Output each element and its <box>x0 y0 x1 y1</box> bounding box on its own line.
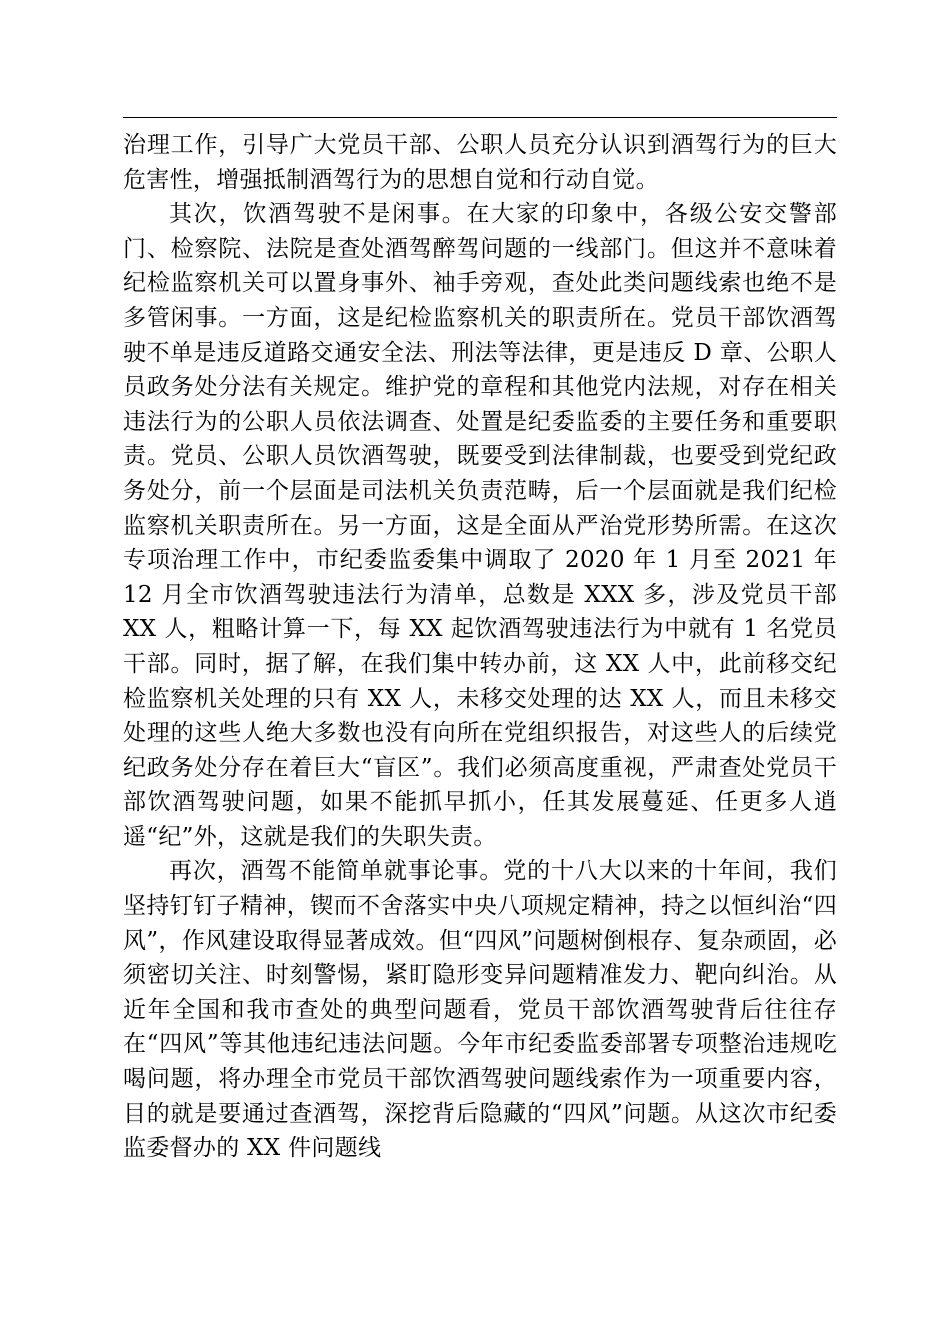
document-body <box>123 128 837 1166</box>
header-rule <box>123 117 837 118</box>
paragraph-1: 治理工作，引导广大党员干部、公职人员充分认识到酒驾行为的巨大危害性，增强抵制酒驾行为的思想自觉和行动自觉。 <box>123 132 837 193</box>
paragraph-3: 再次，酒驾不能简单就事论事。党的十八大以来的十年间，我们坚持钉钉子精神，锲而不舍落实中央八项规定精神，持之以恒纠治“四风”，作风建设取得显著成效。但“四风”问题树倒根存、复杂顽固，必须密切关注、时刻警惕，紧盯隐形变异问题精准发力、靶向纠治。从近年全国和我市查处的典型问题看，党员干部饮酒驾驶背后往往存在“四风”等其他违纪违法问题。今年市纪委监委部署专项整治违规吃喝问题，将办理全市党员干部饮酒驾驶问题线索作为一项重要内容，目的就是要通过查酒驾，深挖背后隐藏的“四风”问题。从这次市纪委监委督办的 XX 件问题线 <box>123 858 837 1162</box>
paragraph-2: 其次，饮酒驾驶不是闲事。在大家的印象中，各级公安交警部门、检察院、法院是查处酒驾醉驾问题的一线部门。但这并不意味着纪检监察机关可以置身事外、袖手旁观，查处此类问题线索也绝不是多管闲事。一方面，这是纪检监察机关的职责所在。党员干部饮酒驾驶不单是违反道路交通安全法、刑法等法律，更是违反 D 章、公职人员政务处分法有关规定。维护党的章程和其他党内法规，对存在相关违法行为的公职人员依法调查、处置是纪委监委的主要任务和重要职责。党员、公职人员饮酒驾驶，既要受到法律制裁，也要受到党纪政务处分，前一个层面是司法机关负责范畴，后一个层面就是我们纪检监察机关职责所在。另一方面，这是全面从严治党形势所需。在这次专项治理工作中，市纪委监委集中调取了 2020 年 1 月至 2021 年 12 月全市饮酒驾驶违法行为清单，总数是 XXX 多，涉及党员干部 XX 人，粗略计算一下，每 XX 起饮酒驾驶违法行为中就有 1 名党员干部。同时，据了解，在我们集中转办前，这 XX 人中，此前移交纪检监察机关处理的只有 XX 人，未移交处理的达 XX 人，而且未移交处理的这些人绝大多数也没有向所在党组织报告，对这些人的后续党纪政务处分存在着巨大“盲区”。我们必须高度重视，严肃查处党员干部饮酒驾驶问题，如果不能抓早抓小，任其发展蔓延、任更多人逍遥“纪”外，这就是我们的失职失责。 <box>123 201 837 850</box>
